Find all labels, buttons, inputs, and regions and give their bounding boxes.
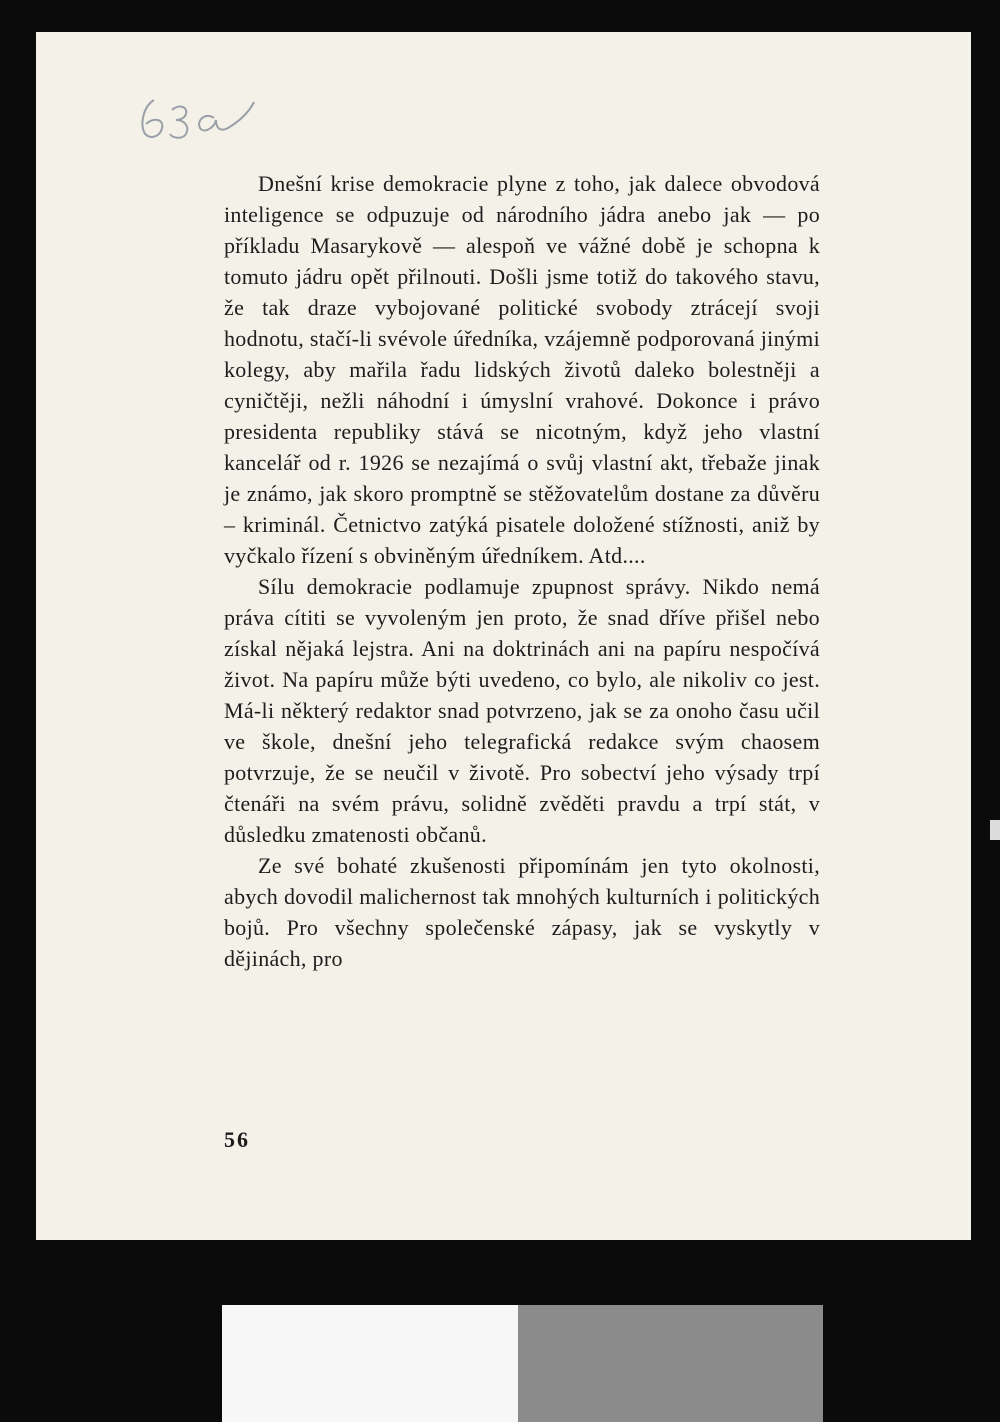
paragraph-2: Sílu demokracie podlamuje zpupnost správy. Nikdo nemá práva cítiti se vyvoleným jen proto, že snad dříve přišel nebo získal nějaká lejstra. Ani na doktrinách ani na papíru nespočívá život. Na papíru může býti uvedeno, co bylo, ale nikoliv co jest. Má-li některý redaktor snad potvrzeno, jak se za onoho času učil ve škole, dnešní jeho telegrafická redakce svým chaosem potvrzuje, že se neučil v životě. Pro sobectví jeho výsady trpí čtenáři na svém právu, solidně zvěděti pravdu a trpí stát, v důsledku zmatenosti občanů. [224, 574, 820, 847]
paragraph-3: Ze své bohaté zkušenosti připomínám jen tyto okolnosti, abych dovodil malichernost tak mnohých kulturních i politických bojů. Pro všechny společenské zápasy, jak se vyskytly v dějinách, pro [224, 853, 820, 971]
scan-edge-mark [990, 820, 1000, 840]
body-text [224, 168, 820, 974]
calibration-patch-white [222, 1305, 518, 1422]
handwritten-annotation [132, 88, 262, 148]
paragraph-1: Dnešní krise demokracie plyne z toho, jak dalece obvodová inteligence se odpuzuje od národního jádra anebo jak — po příkladu Masarykově — alespoň ve vážné době je schopna k tomuto jádru opět přilnouti. Došli jsme totiž do takového stavu, že tak draze vybojované politické svobody ztrácejí svoji hodnotu, stačí-li svévole úředníka, vzájemně podporovaná jinými kolegy, aby mařila řadu lidských životů daleko bolestněji a cyničtěji, nežli náhodní i úmyslní vrahové. Dokonce i právo presidenta republiky stává se nicotným, když jeho vlastní kancelář od r. 1926 se nezajímá o svůj vlastní akt, třebaže jinak je známo, jak skoro promptně se stěžovatelům dostane za důvěru – kriminál. Četnictvo zatýká pisatele doložené stížnosti, aniž by vyčkalo řízení s obviněným úředníkem. Atd.... [224, 171, 820, 568]
page-number: 56 [224, 1127, 250, 1152]
handwritten-63a-mark [132, 88, 262, 148]
calibration-patch-gray [518, 1305, 823, 1422]
